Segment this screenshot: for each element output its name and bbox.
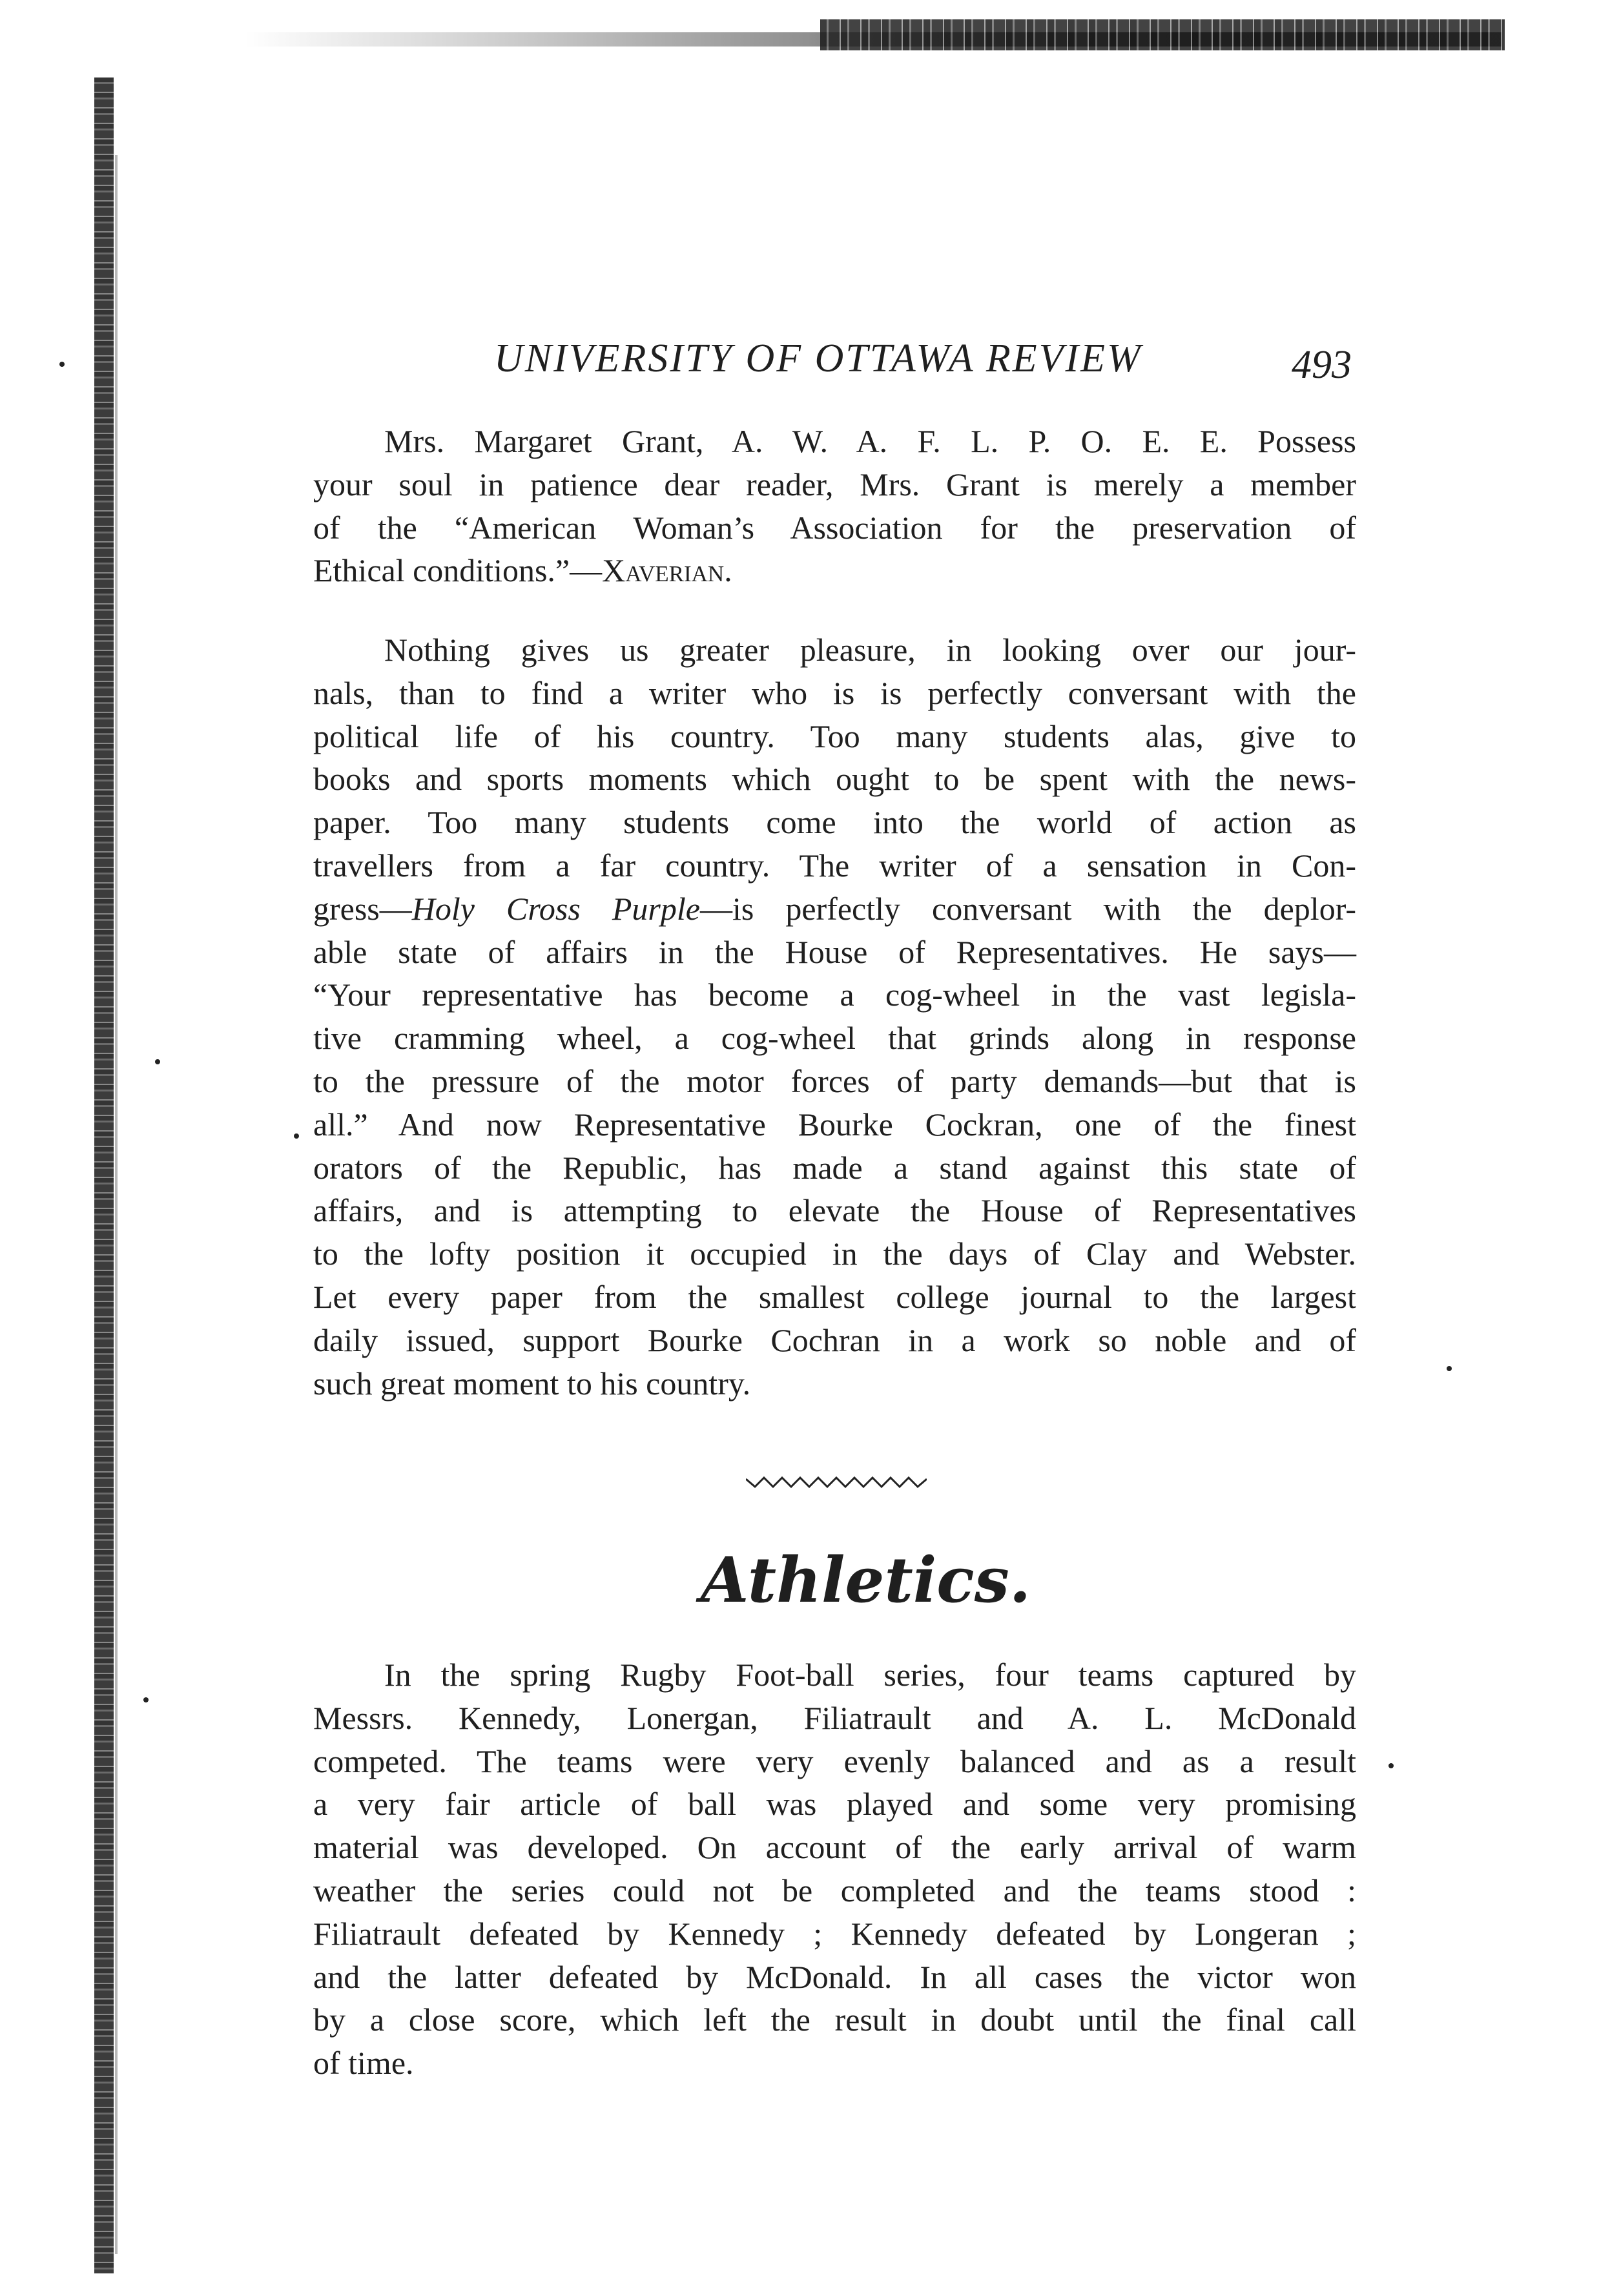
text-line: travellers from a far country. The writer of a sensation in Con- — [313, 847, 1356, 884]
text-line: affairs, and is attempting to elevate the House of Representatives — [313, 1192, 1356, 1229]
text-line: your soul in patience dear reader, Mrs. Grant is merely a member — [313, 466, 1356, 502]
page-number: 493 — [1292, 343, 1352, 387]
text-line: “Your representative has become a cog-wheel in the vast legisla- — [313, 977, 1356, 1013]
text-line-start: gress— — [313, 890, 412, 927]
publication-name: Holy Cross Purple — [411, 890, 700, 927]
text-line: nals, than to find a writer who is is perfectly conversant with the — [313, 674, 1356, 711]
text-line: books and sports moments which ought to be spent with the news- — [313, 761, 1356, 798]
text-line: daily issued, support Bourke Cochran in a work so noble and of — [313, 1321, 1356, 1358]
text-line: of the “American Woman’s Association for the preservation of — [313, 509, 1356, 546]
scan-binding-shadow — [115, 155, 118, 2254]
text-line: and the latter defeated by McDonald. In all cases the victor won — [313, 1958, 1356, 1995]
text-line: to the lofty position it occupied in the days of Clay and Webster. — [313, 1236, 1356, 1272]
text-line: Messrs. Kennedy, Lonergan, Filiatrault and A. L. McDonald — [313, 1699, 1356, 1736]
scan-speck — [1447, 1366, 1452, 1371]
text-line: by a close score, which left the result in doubt until the final call — [313, 2001, 1356, 2038]
exchange-paragraph-xaverian — [313, 420, 1356, 592]
text-line-end: —is perfectly conversant with the deplor- — [699, 890, 1356, 927]
running-title: UNIVERSITY OF OTTAWA REVIEW — [494, 336, 1142, 380]
text-line — [313, 887, 1356, 931]
text-line: Let every paper from the smallest college journal to the largest — [313, 1278, 1356, 1315]
section-heading-athletics: Athletics. — [701, 1544, 1031, 1617]
text-line — [313, 549, 1356, 592]
text-line: weather the series could not be completed and the teams stood : — [313, 1872, 1356, 1908]
text-line: all.” And now Representative Bourke Cockran, one of the finest — [313, 1106, 1356, 1143]
text-line: political life of his country. Too many students alas, give to — [313, 718, 1356, 754]
text-line: able state of affairs in the House of Representatives. He says— — [313, 933, 1356, 970]
text-line: tive cramming wheel, a cog-wheel that grinds along in response — [313, 1020, 1356, 1057]
scan-speck — [155, 1059, 160, 1064]
text-line: In the spring Rugby Foot-ball series, four teams captured by — [384, 1657, 1356, 1693]
athletics-paragraph — [313, 1653, 1356, 2085]
exchange-paragraph-holy-cross — [313, 628, 1356, 1405]
text-line: a very fair article of ball was played and some very promising — [313, 1786, 1356, 1823]
text-line: of time. — [313, 2045, 414, 2082]
scan-speck — [59, 362, 65, 367]
source-attribution: Xaverian. — [602, 552, 732, 589]
text-line: competed. The teams were very evenly balanced and as a result — [313, 1743, 1356, 1779]
text-line: such great moment to his country. — [313, 1365, 751, 1401]
text-line: orators of the Republic, has made a stand against this state of — [313, 1149, 1356, 1186]
text-line: to the pressure of the motor forces of party demands—but that is — [313, 1062, 1356, 1099]
wavy-separator — [746, 1473, 927, 1492]
text-line: material was developed. On account of the early arrival of warm — [313, 1829, 1356, 1866]
text-line: paper. Too many students come into the world of action as — [313, 804, 1356, 841]
text-line: Nothing gives us greater pleasure, in looking over our jour- — [384, 632, 1356, 668]
text-line-body: Ethical conditions.”— — [313, 552, 603, 589]
scan-speck — [1388, 1763, 1394, 1768]
scan-speck — [294, 1133, 299, 1139]
text-line: Filiatrault defeated by Kennedy ; Kennedy defeated by Longeran ; — [313, 1915, 1356, 1952]
scan-binding-edge — [94, 78, 114, 2273]
text-line: Mrs. Margaret Grant, A. W. A. F. L. P. O. E. E. Possess — [384, 423, 1356, 459]
scan-top-edge-dark — [820, 19, 1505, 50]
scan-speck — [143, 1697, 149, 1702]
